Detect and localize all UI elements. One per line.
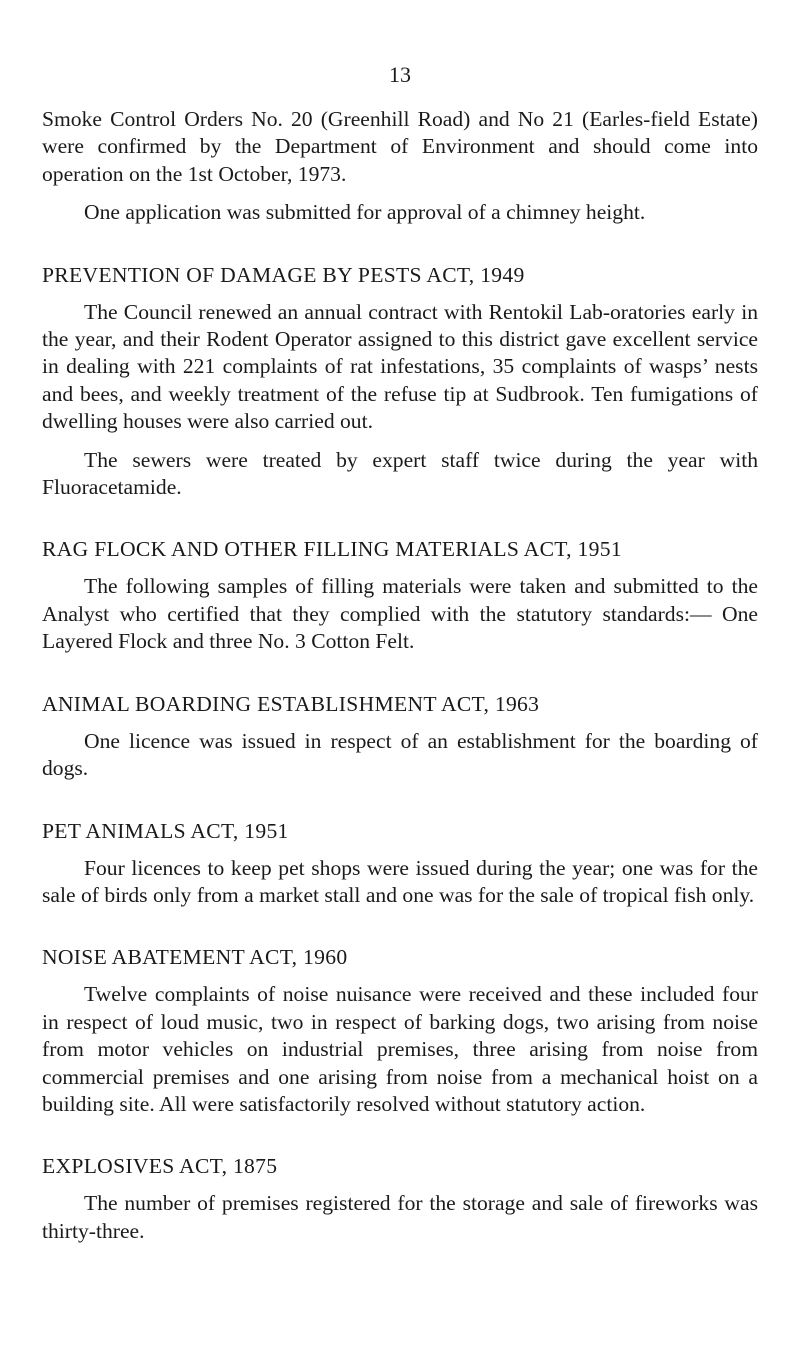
section-paragraph: The sewers were treated by expert staff twice during the year with Fluoracetamide. <box>42 447 758 500</box>
intro-paragraph-smoke-control: Smoke Control Orders No. 20 (Greenhill Road) and No 21 (Earles-field Estate) were confirmed by the Department of Environment and should come into operation on the 1st October, 1973. <box>42 107 758 186</box>
section-paragraph: Four licences to keep pet shops were issued during the year; one was for the sale of birds only from a market stall and one was for the sale of tropical fish only. <box>42 855 758 907</box>
section-heading: ANIMAL BOARDING ESTABLISHMENT ACT, 1963 <box>42 691 540 716</box>
page-number: 13 <box>389 62 411 87</box>
section-noise-abatement-act <box>42 943 758 1118</box>
section-heading: RAG FLOCK AND OTHER FILLING MATERIALS ACT, 1951 <box>42 537 622 562</box>
section-paragraph: The number of premises registered for the storage and sale of fireworks was thirty-three. <box>42 1191 758 1243</box>
section-heading: PET ANIMALS ACT, 1951 <box>42 818 289 843</box>
intro-block <box>42 106 758 227</box>
section-pet-animals-act <box>42 817 758 910</box>
section-paragraph: One licence was issued in respect of an establishment for the boarding of dogs. <box>42 728 758 781</box>
section-animal-boarding-act <box>42 690 758 783</box>
section-paragraph: Twelve complaints of noise nuisance were received and these included four in respect of loud music, two in respect of barking dogs, two arising from noise from motor vehicles on industrial premises, three arising from noise from commercial premises and one arising from noise from a mechanical hoist on a building site. All were satisfactorily resolved without statutory action. <box>42 982 758 1116</box>
section-pests-act <box>42 261 758 502</box>
section-explosives-act <box>42 1152 758 1245</box>
section-heading: PREVENTION OF DAMAGE BY PESTS ACT, 1949 <box>42 262 525 287</box>
page-content <box>42 106 758 1245</box>
section-heading: EXPLOSIVES ACT, 1875 <box>42 1154 278 1179</box>
intro-paragraph-chimney: One application was submitted for approval of a chimney height. <box>84 200 646 225</box>
section-paragraph: The following samples of filling materials were taken and submitted to the Analyst who certified that they complied with the statutory standards:— One Layered Flock and three No. 3 Cotton Felt. <box>42 574 758 654</box>
section-rag-flock-act <box>42 535 758 655</box>
section-paragraph: The Council renewed an annual contract with Rentokil Lab-oratories early in the year, and their Rodent Operator assigned to this district gave excellent service in dealing with 221 complaints of rat infestations, 35 complaints of wasps’ nests and bees, and weekly treatment of the refuse tip at Sudbrook. Ten fumigations of dwelling houses were also carried out. <box>42 299 758 434</box>
section-heading: NOISE ABATEMENT ACT, 1960 <box>42 945 348 970</box>
